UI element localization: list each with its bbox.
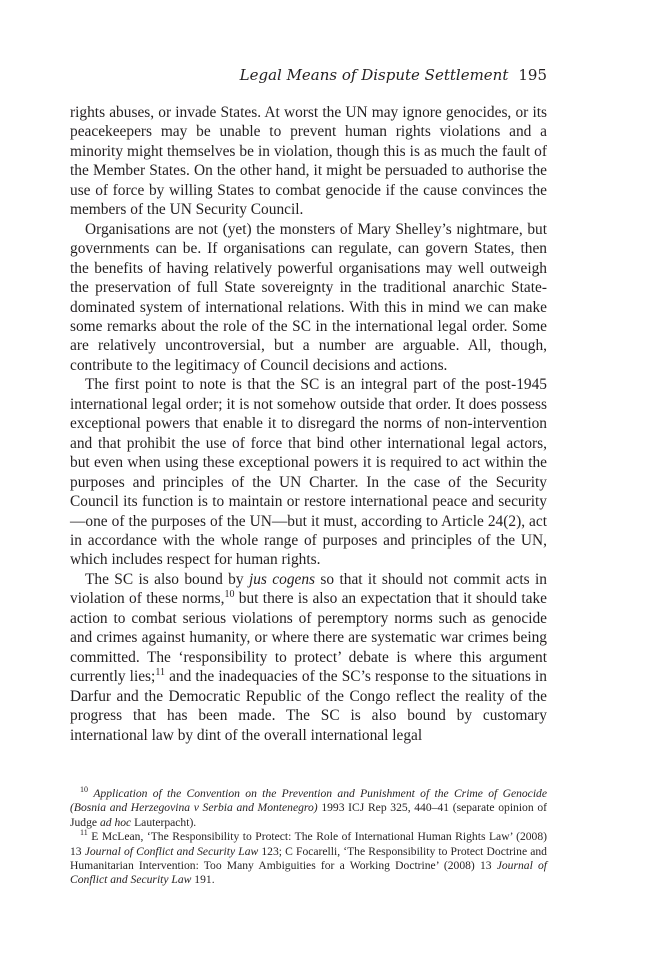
footnote-11 bbox=[70, 830, 547, 888]
footnote-ref-11[interactable]: 11 bbox=[155, 667, 165, 679]
footnote-italic: Application of the Convention on the Prevention and Punishment of the Crime of Genocide (Bosnia and Herzegovina v Serbia and Montenegro) bbox=[70, 787, 547, 815]
jus-cogens-term: jus cogens bbox=[248, 570, 316, 588]
paragraph-4-text-a: The SC is also bound by bbox=[85, 570, 249, 588]
footnote-italic: Journal of Conflict and Security Law bbox=[84, 844, 259, 858]
paragraph-4 bbox=[70, 570, 547, 745]
footnote-italic: ad hoc bbox=[99, 815, 132, 829]
footnote-text: 1993 ICJ Rep 325, 440–41 (separate opinion of Judge bbox=[70, 801, 547, 829]
main-text bbox=[70, 103, 547, 745]
footnotes bbox=[70, 787, 547, 888]
paragraph-3: The first point to note is that the SC is an integral part of the post-1945 international legal order; it is not somehow outside that order. It does possess exceptional powers that enable it to disregard the norms of non-intervention and that prohibit the use of force that bind other international legal actors, but even when using these exceptional powers it is required to act within the purposes and principles of the UN Charter. In the case of the Security Council its function is to maintain or restore international peace and security—one of the purposes of the UN—but it must, according to Article 24(2), act in accordance with the whole range of purposes and principles of the UN, which includes respect for human rights. bbox=[70, 376, 547, 569]
footnote-number: 11 bbox=[80, 828, 88, 838]
footnote-ref-10[interactable]: 10 bbox=[224, 589, 235, 601]
paragraph-4-text-b: so that it should not commit acts in violation of these norms, bbox=[70, 570, 548, 608]
running-title: Legal Means of Dispute Settlement bbox=[239, 66, 509, 84]
page-number: 195 bbox=[518, 66, 547, 84]
footnote-10 bbox=[70, 787, 547, 830]
paragraph-4-text-d: and the inadequacies of the SC’s response to the situations in Darfur and the Democratic Republic of the Congo reflect the reality of the progress that has been made. The SC is also bound by customary international law by dint of the overall international legal bbox=[70, 668, 547, 744]
footnote-italic: Journal of Conflict and Security Law bbox=[70, 859, 547, 887]
footnote-text: 191. bbox=[191, 873, 215, 887]
footnote-text: E McLean, ‘The Responsibility to Protect: The Role of International Human Rights Law’ (2008) 13 bbox=[70, 830, 547, 858]
footnote-number: 10 bbox=[80, 785, 88, 795]
footnote-text: 123; C Focarelli, ‘The Responsibility to Protect Doctrine and Humanitarian Intervention: Too Many Ambiguities for a Working Doctrine’ (2008) 13 bbox=[70, 844, 547, 873]
footnote-text: Lauterpacht). bbox=[131, 815, 197, 829]
paragraph-2: Organisations are not (yet) the monsters of Mary Shelley’s nightmare, but governments can be. If organisations can regulate, can govern States, then the benefits of having relatively powerful organisations may well outweigh the preservation of full State sovereignty in the traditional anarchic State-dominated system of international relations. With this in mind we can make some remarks about the role of the SC in the international legal order. Some are relatively uncontroversial, but a number are arguable. All, though, contribute to the legitimacy of Council decisions and actions. bbox=[70, 220, 547, 374]
paragraph-1: rights abuses, or invade States. At worst the UN may ignore genocides, or its peacekeepers may be unable to prevent human rights violations and a minority might themselves be in violation, though this is as much the fault of the Member States. On the other hand, it might be persuaded to authorise the use of force by willing States to combat genocide if the cause convinces the members of the UN Security Council. bbox=[70, 104, 547, 219]
running-header bbox=[240, 66, 547, 85]
paragraph-4-text-c: but there is also an expectation that it should take action to combat serious violations of peremptory norms such as genocide and crimes against humanity, or where there are systematic war crimes being committed. The ‘responsibility to protect’ debate is where this argument currently lies; bbox=[70, 590, 547, 686]
